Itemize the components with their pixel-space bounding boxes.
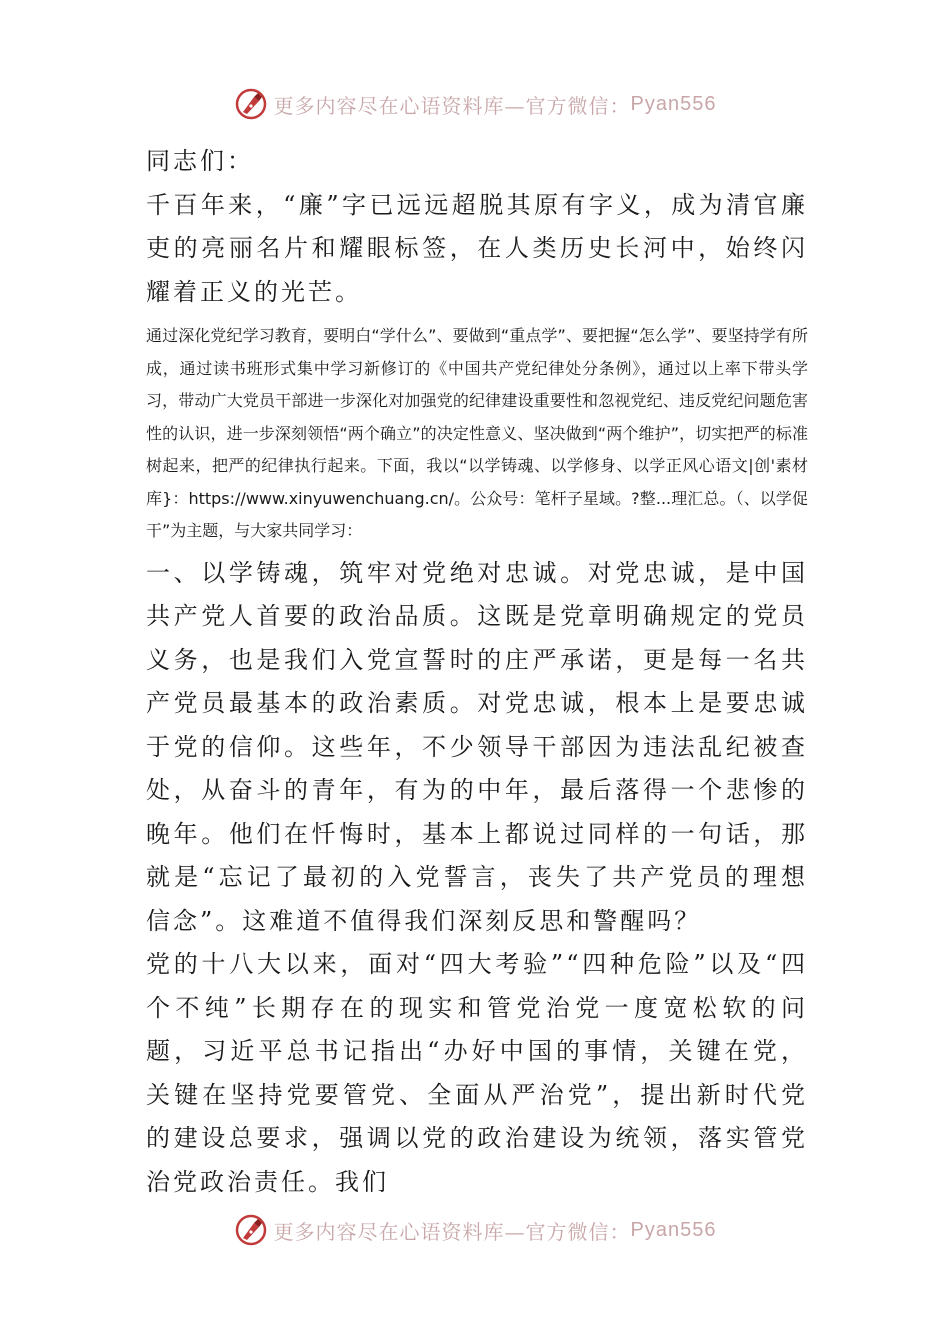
header-watermark-banner bbox=[0, 82, 950, 126]
pen-nib-logo-icon bbox=[234, 1213, 268, 1247]
paragraph-eighteenth-congress: 党的十八大以来，面对“四大考验”“四种危险”以及“四个不纯”长期存在的现实和管党治党一度宽松软的问题，习近平总书记指出“办好中国的事情，关键在党，关键在坚持党要管党、全面从严治党”，提出新时代党的建设总要求，强调以党的政治建设为统领，落实管党治党政治责任。我们 bbox=[146, 950, 808, 1196]
banner-wechat-id: Pyan556 bbox=[630, 92, 717, 115]
document-body bbox=[146, 140, 808, 1204]
paragraph-study-outline: 通过深化党纪学习教育，要明白“学什么”、要做到“重点学”、要把握“怎么学”、要坚持学有所成，通过读书班形式集中学习新修订的《中国共产党纪律处分条例》，通过以上率下带头学习，带动广大党员干部进一步深化对加强党的纪律建设重要性和忽视党纪、违反党纪问题危害性的认识，进一步深刻领悟“两个确立”的决定性意义、坚决做到“两个维护”，切实把严的标准树起来，把严的纪律执行起来。下面，我以“以学铸魂、以学修身、以学正风心语文|创'素材库}：https://www.xinyuwenchuang.cn/。公众号：笔杆子星域。?整...理汇总。（、以学促干”为主题，与大家共同学习： bbox=[146, 326, 808, 540]
paragraph-intro: 千百年来，“廉”字已远远超脱其原有字义，成为清官廉吏的亮丽名片和耀眼标签，在人类历史长河中，始终闪耀着正义的光芒。 bbox=[146, 190, 808, 306]
pen-nib-logo-icon bbox=[234, 87, 268, 121]
footer-watermark-banner bbox=[0, 1208, 950, 1252]
banner-text: 更多内容尽在心语资料库—官方微信： bbox=[273, 93, 631, 118]
paragraph-section-one: 一、以学铸魂，筑牢对党绝对忠诚。对党忠诚，是中国共产党人首要的政治品质。这既是党章明确规定的党员义务，也是我们入党宣誓时的庄严承诺，更是每一名共产党员最基本的政治素质。对党忠诚，根本上是要忠诚于党的信仰。这些年，不少领导干部因为违法乱纪被查处，从奋斗的青年，有为的中年，最后落得一个悲惨的晚年。他们在忏悔时，基本上都说过同样的一句话，那就是“忘记了最初的入党誓言，丧失了共产党员的理想信念”。这难道不值得我们深刻反思和警醒吗？ bbox=[146, 558, 808, 935]
banner-wechat-id: Pyan556 bbox=[630, 1218, 717, 1241]
banner-text: 更多内容尽在心语资料库—官方微信： bbox=[273, 1219, 631, 1244]
salutation: 同志们： bbox=[146, 147, 254, 175]
